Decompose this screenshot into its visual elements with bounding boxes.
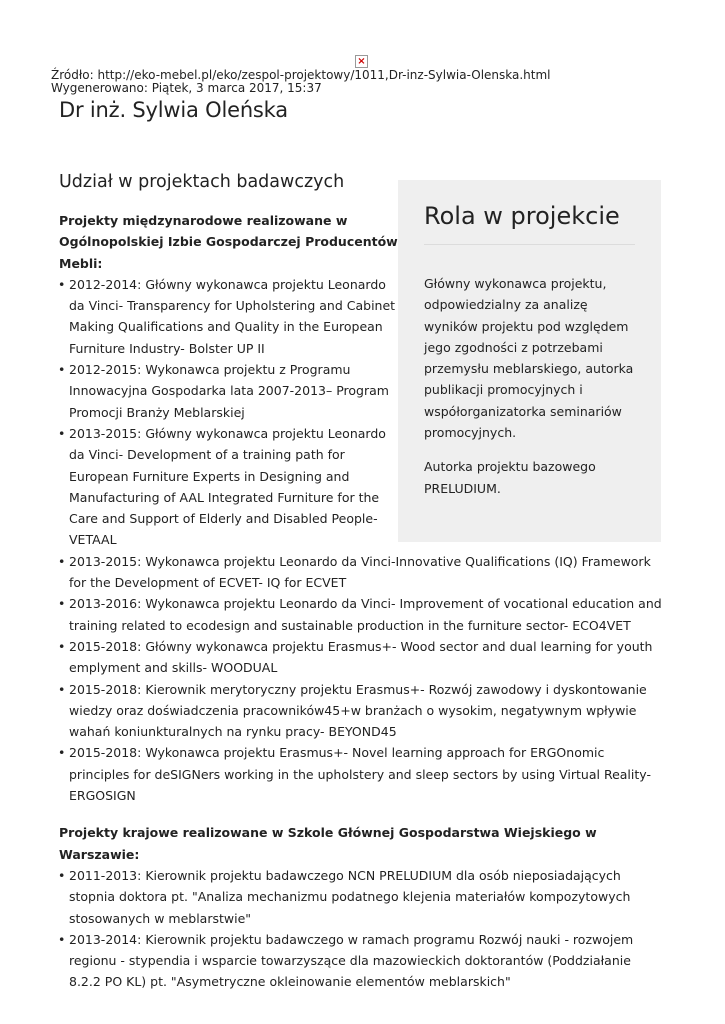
generated-date-line: Wygenerowano: Piątek, 3 marca 2017, 15:37 xyxy=(51,81,322,95)
list-item: • 2012-2014: Główny wykonawca projektu Leonardo da Vinci- Transparency for Upholstering and Cabinet Making Qualifications and Quality in the European Furniture Industry- Bolster UP II xyxy=(59,274,401,359)
list-item: • 2015-2018: Wykonawca projektu Erasmus+- Novel learning approach for ERGOnomic principles for deSIGNers working in the upholstery and sleep sectors by using Virtual Reality- ERGOSIGN xyxy=(59,742,663,806)
international-projects-heading: Projekty międzynarodowe realizowane w Ogólnopolskiej Izbie Gospodarczej Producentów Mebli: xyxy=(59,213,398,271)
broken-image-icon: × xyxy=(355,55,368,68)
list-item: • 2015-2018: Główny wykonawca projektu Erasmus+- Wood sector and dual learning for youth emplyment and skills- WOODUAL xyxy=(59,636,663,679)
source-url-line[interactable]: Źródło: http://eko-mebel.pl/eko/zespol-projektowy/1011,Dr-inz-Sylwia-Olenska.html xyxy=(51,68,551,82)
national-projects-heading: Projekty krajowe realizowane w Szkole Głównej Gospodarstwa Wiejskiego w Warszawie: xyxy=(59,825,597,862)
list-item: • 2013-2015: Główny wykonawca projektu Leonardo da Vinci- Development of a training path for European Furniture Experts in Designing and Manufacturing of AAL Integrated Furniture for the Care and Support of Elderly and Disabled People- VETAAL xyxy=(59,423,401,551)
list-item: • 2011-2013: Kierownik projektu badawczego NCN PRELUDIUM dla osób nieposiadających stopnia doktora pt. "Analiza mechanizmu podatnego klejenia materiałów kompozytowych stosowanych w meblarstwie" xyxy=(59,865,663,929)
list-item: • 2013-2015: Wykonawca projektu Leonardo da Vinci-Innovative Qualifications (IQ) Framework for the Development of ECVET- IQ for ECVET xyxy=(59,551,663,594)
list-item: • 2015-2018: Kierownik merytoryczny projektu Erasmus+- Rozwój zawodowy i dyskontowanie wiedzy oraz doświadczenia pracowników45+w branżach o wysokim, negatywnym wpływie wahań koniunkturalnych na rynku pracy- BEYOND45 xyxy=(59,679,663,743)
list-item: • 2013-2014: Kierownik projektu badawczego w ramach programu Rozwój nauki - rozwojem regionu - stypendia i wsparcie towarzyszące dla mazowieckich doktorantów (Poddziałanie 8.2.2 PO KL) pt. "Asymetryczne okleinowanie elementów meblarskich" xyxy=(59,929,663,993)
main-content xyxy=(59,210,663,993)
page-title: Dr inż. Sylwia Oleńska xyxy=(59,98,288,122)
source-info xyxy=(51,69,671,95)
sidebar-role-description: Główny wykonawca projektu, odpowiedzialny za analizę wyników projektu pod względem jego zgodności z potrzebami przemysłu meblarskiego, autorka publikacji promocyjnych i współorganizatorka seminariów promocyjnych. xyxy=(424,276,634,441)
international-projects-list xyxy=(59,274,663,806)
sidebar-title: Rola w projekcie xyxy=(424,202,635,245)
national-projects-list xyxy=(59,865,663,993)
list-item: • 2012-2015: Wykonawca projektu z Programu Innowacyjna Gospodarka lata 2007-2013– Program Promocji Branży Meblarskiej xyxy=(59,359,401,423)
section-title: Udział w projektach badawczych xyxy=(59,172,345,192)
list-item: • 2013-2016: Wykonawca projektu Leonardo da Vinci- Improvement of vocational education and training related to ecodesign and sustainable production in the furniture sector- ECO4VET xyxy=(59,593,663,636)
sidebar-base-project: Autorka projektu bazowego PRELUDIUM. xyxy=(424,459,596,496)
